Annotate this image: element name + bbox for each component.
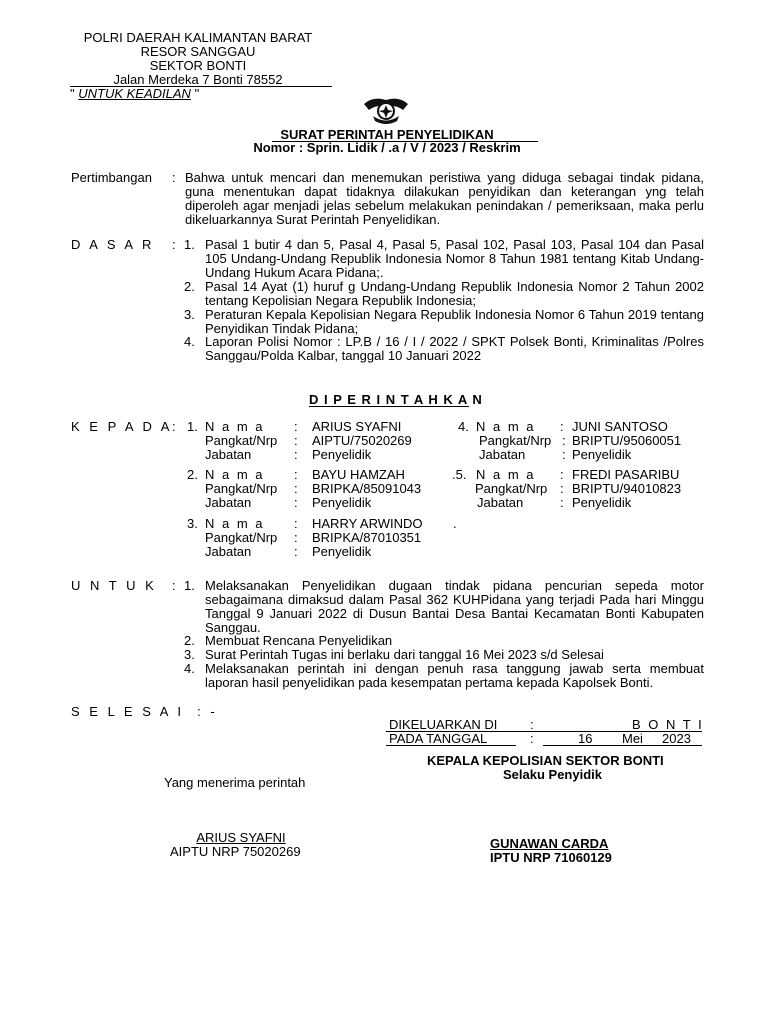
- document-title: SURAT PERINTAH PENYELIDIKAN: [280, 127, 494, 142]
- untuk-item-num: 2.: [184, 633, 195, 648]
- field-sep: :: [560, 495, 564, 510]
- field-jabatan-label: Jabatan: [479, 447, 526, 462]
- field-jabatan-label: Jabatan: [205, 544, 252, 559]
- untuk-item-text: Membuat Rencana Penyelidikan: [205, 633, 393, 648]
- person-nama: ARIUS SYAFNI: [312, 419, 402, 434]
- dasar-item-num: 2.: [184, 279, 195, 294]
- dasar-item-num: 4.: [184, 334, 195, 349]
- police-emblem-icon: [361, 94, 411, 126]
- field-sep: :: [294, 467, 298, 482]
- issued-month: Mei: [622, 731, 643, 746]
- diperintahkan-underline: [309, 406, 469, 407]
- untuk-item-num: 4.: [184, 661, 195, 676]
- issued-colon: :: [530, 731, 534, 746]
- issued-place: B O N T I: [632, 717, 704, 732]
- motto-text: UNTUK KEADILAN: [78, 86, 191, 101]
- issued-date-label: PADA TANGGAL: [389, 731, 488, 746]
- person-pangkat: BRIPKA/87010351: [312, 530, 422, 545]
- field-pangkat-label: Pangkat/Nrp: [479, 433, 552, 448]
- signer-subtitle: Selaku Penyidik: [503, 767, 602, 782]
- dasar-item-num: 3.: [184, 307, 195, 322]
- untuk-item-num: 1.: [184, 578, 195, 593]
- person-nama: JUNI SANTOSO: [572, 419, 668, 434]
- selesai-label: S E L E S A I : -: [71, 704, 218, 719]
- field-nama-label: N a m a: [476, 467, 536, 482]
- field-pangkat-label: Pangkat/Nrp: [205, 530, 278, 545]
- field-jabatan-label: Jabatan: [477, 495, 524, 510]
- person-pangkat: BRIPTU/94010823: [572, 481, 682, 496]
- field-pangkat-label: Pangkat/Nrp: [205, 433, 278, 448]
- field-sep: :: [294, 481, 298, 496]
- signer-rank: IPTU NRP 71060129: [490, 850, 612, 865]
- person-jabatan: Penyelidik: [572, 447, 632, 462]
- person-num: 1.: [187, 419, 198, 434]
- field-sep: :: [560, 419, 564, 434]
- dasar-item-text: Peraturan Kepala Kepolisian Negara Republik Indonesia Nomor 6 Tahun 2019 tentang Penyidikan Tindak Pidana;: [205, 307, 704, 336]
- field-nama-label: N a m a: [205, 467, 265, 482]
- field-jabatan-label: Jabatan: [205, 447, 252, 462]
- field-sep: :: [560, 481, 564, 496]
- field-sep: :: [562, 433, 566, 448]
- motto-close-quote: ": [194, 86, 200, 101]
- pertimbangan-label: Pertimbangan: [71, 170, 152, 185]
- person-num: 3.: [187, 516, 198, 531]
- untuk-item-num: 3.: [184, 647, 195, 662]
- field-sep: :: [294, 530, 298, 545]
- dasar-item-text: Pasal 1 butir 4 dan 5, Pasal 4, Pasal 5, Pasal 102, Pasal 103, Pasal 104 dan Pasal 105 Undang-Undang Republik Indonesia Nomor 8 Tahun 1981 tentang Kitab Undang-Undang Hukum Acara Pidana;.: [205, 237, 704, 280]
- field-sep: :: [294, 544, 298, 559]
- kepada-colon: :: [172, 419, 176, 434]
- dasar-item-num: 1.: [184, 237, 195, 252]
- diperintahkan-heading: D I P E R I N T A H K A N: [309, 392, 483, 407]
- issued-date-value-underline: [543, 745, 702, 746]
- dasar-label: D A S A R: [71, 237, 155, 252]
- field-sep: :: [294, 516, 298, 531]
- person-nama: HARRY ARWINDO: [312, 516, 423, 531]
- person-jabatan: Penyelidik: [312, 495, 372, 510]
- receiver-name: ARIUS SYAFNI: [196, 830, 286, 845]
- person-pangkat: BRIPTU/95060051: [572, 433, 682, 448]
- receiver-label: Yang menerima perintah: [164, 775, 306, 790]
- header-line3: SEKTOR BONTI: [149, 58, 247, 73]
- field-pangkat-label: Pangkat/Nrp: [475, 481, 548, 496]
- person-nama: BAYU HAMZAH: [312, 467, 405, 482]
- header-address: Jalan Merdeka 7 Bonti 78552: [113, 72, 283, 87]
- receiver-rank: AIPTU NRP 75020269: [170, 844, 301, 859]
- person-nama: FREDI PASARIBU: [572, 467, 680, 482]
- field-pangkat-label: Pangkat/Nrp: [205, 481, 278, 496]
- dasar-colon: :: [172, 237, 176, 252]
- untuk-colon: :: [172, 578, 176, 593]
- signer-name: GUNAWAN CARDA: [490, 836, 609, 851]
- issued-colon: :: [530, 717, 534, 732]
- untuk-label: U N T U K: [71, 578, 157, 593]
- field-nama-label: N a m a: [476, 419, 536, 434]
- person-jabatan: Penyelidik: [312, 544, 372, 559]
- dasar-item-text: Pasal 14 Ayat (1) huruf g Undang-Undang Republik Indonesia Nomor 2 Tahun 2002 tentang Kepolisian Negara Republik Indonesia;: [205, 279, 704, 308]
- untuk-item-text: Melaksanakan perintah ini dengan penuh rasa tanggung jawab serta membuat laporan hasil penyelidikan pada kesempatan pertama kepada Kapolsek Bonti.: [205, 661, 704, 690]
- field-sep: :: [560, 467, 564, 482]
- untuk-item-text: Surat Perintah Tugas ini berlaku dari tanggal 16 Mei 2023 s/d Selesai: [205, 647, 604, 662]
- trailing-dot: .: [453, 516, 457, 531]
- issued-place-label: DIKELUARKAN DI: [389, 717, 498, 732]
- document-number: Nomor : Sprin. Lidik / .a / V / 2023 / Reskrim: [253, 140, 521, 155]
- person-pangkat: BRIPKA/85091043: [312, 481, 422, 496]
- motto: [70, 87, 199, 101]
- pertimbangan-text: Bahwa untuk mencari dan menemukan peristiwa yang diduga sebagai tindak pidana, guna menentukan dapat tidaknya dilakukan penyidikan dan keterangan yng telah diperoleh agar menjadi jelas sebelum melakukan penindakan / pemeriksaan, maka perlu dikeluarkannya Surat Perintah Penyelidikan.: [185, 170, 704, 227]
- field-sep: :: [294, 495, 298, 510]
- dasar-item-text: Laporan Polisi Nomor : LP.B / 16 / I / 2022 / SPKT Polsek Bonti, Kriminalitas /Polres Sanggau/Polda Kalbar, tanggal 10 Januari 2022: [205, 334, 704, 363]
- field-jabatan-label: Jabatan: [205, 495, 252, 510]
- header-line1: POLRI DAERAH KALIMANTAN BARAT: [83, 30, 313, 45]
- untuk-item-text: Melaksanakan Penyelidikan dugaan tindak pidana pencurian sepeda motor sebagaimana dimaksud dalam Pasal 362 KUHPidana yang terjadi Pada hari Minggu Tanggal 9 Januari 2022 di Dusun Bantai Desa Bantai Kecamatan Bonti Kabupaten Sanggau.: [205, 578, 704, 635]
- field-sep: :: [294, 433, 298, 448]
- header-line2: RESOR SANGGAU: [140, 44, 256, 59]
- person-jabatan: Penyelidik: [572, 495, 632, 510]
- kepada-label: K E P A D A: [71, 419, 173, 434]
- motto-open-quote: ": [70, 86, 75, 101]
- field-sep: :: [562, 447, 566, 462]
- issued-day: 16: [578, 731, 593, 746]
- person-num: .5.: [452, 467, 467, 482]
- issued-date-underline: [386, 745, 516, 746]
- person-jabatan: Penyelidik: [312, 447, 372, 462]
- field-sep: :: [294, 419, 298, 434]
- field-nama-label: N a m a: [205, 419, 265, 434]
- person-num: 2.: [187, 467, 198, 482]
- pertimbangan-colon: :: [172, 170, 176, 185]
- signer-title: KEPALA KEPOLISIAN SEKTOR BONTI: [427, 753, 664, 768]
- issued-year: 2023: [662, 731, 691, 746]
- person-num: 4.: [458, 419, 469, 434]
- field-sep: :: [294, 447, 298, 462]
- person-pangkat: AIPTU/75020269: [312, 433, 412, 448]
- field-nama-label: N a m a: [205, 516, 265, 531]
